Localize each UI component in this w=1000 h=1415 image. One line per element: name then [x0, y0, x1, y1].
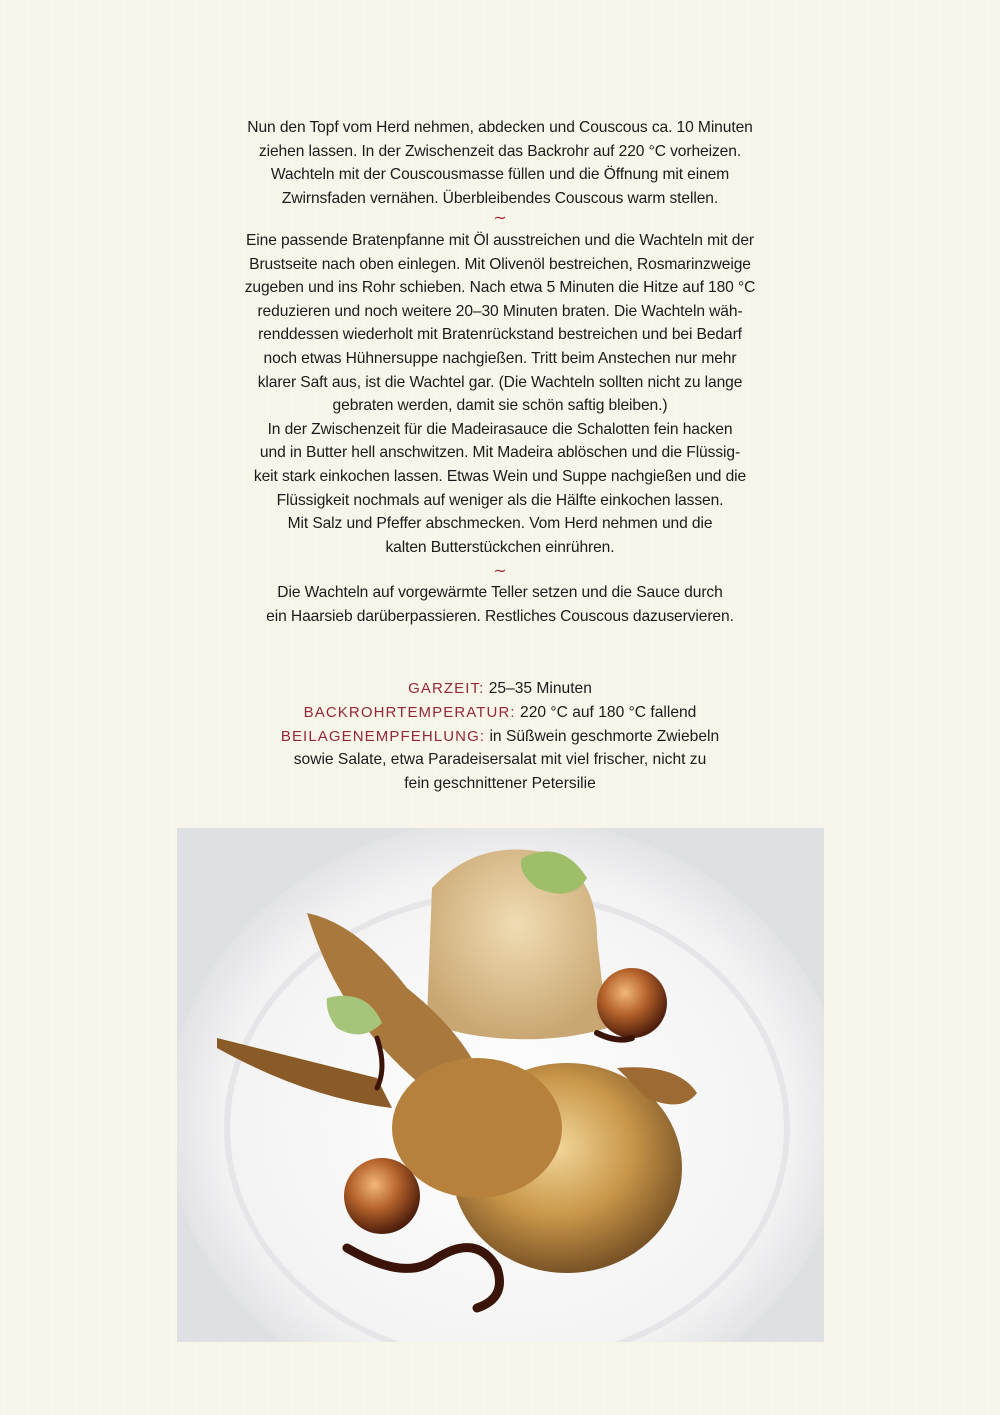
info-temperature — [175, 701, 825, 725]
instructions-paragraph-1 — [175, 116, 825, 210]
text-line: Flüssigkeit nochmals auf weniger als die Hälfte einkochen lassen. — [276, 491, 724, 509]
quail-dish-illustration — [177, 828, 824, 1342]
text-line: In der Zwischenzeit für die Madeirasauce die Schalotten fein hacken — [267, 420, 733, 438]
text-line: renddessen wiederholt mit Bratenrückstand bestreichen und bei Bedarf — [258, 326, 742, 344]
info-garzeit — [175, 677, 825, 701]
tilde-separator: ~ — [493, 561, 507, 580]
text-line: Zwirnsfaden vernähen. Überbleibendes Couscous warm stellen. — [281, 189, 719, 207]
instructions-paragraph-2 — [175, 229, 825, 559]
beilage-value: in Süßwein geschmorte Zwiebeln — [489, 727, 720, 745]
garzeit-label: GARZEIT: — [408, 680, 485, 697]
text-line: und in Butter hell anschwitzen. Mit Madeira ablöschen und die Flüssig- — [259, 444, 741, 462]
text-line: gebraten werden, damit sie schön saftig bleiben.) — [332, 397, 668, 415]
text-line: noch etwas Hühnersuppe nachgießen. Tritt beim Anstechen nur mehr — [263, 349, 737, 367]
text-line: Eine passende Bratenpfanne mit Öl ausstreichen und die Wachteln mit der — [245, 232, 755, 249]
text-line: Nun den Topf vom Herd nehmen, abdecken und Couscous ca. 10 Minuten — [247, 119, 753, 136]
text-line: zugeben und ins Rohr schieben. Nach etwa 5 Minuten die Hitze auf 180 °C — [244, 279, 756, 297]
instructions-paragraph-3 — [175, 581, 825, 628]
text-line: ziehen lassen. In der Zwischenzeit das Backrohr auf 220 °C vorheizen. — [258, 142, 742, 160]
garzeit-value: 25–35 Minuten — [488, 680, 592, 697]
recipe-info — [175, 677, 825, 796]
info-beilage — [175, 725, 825, 749]
text-line: Brustseite nach oben einlegen. Mit Olivenöl bestreichen, Rosmarinzweige — [249, 255, 751, 273]
temperature-value: 220 °C auf 180 °C fallend — [520, 703, 697, 721]
text-line: klarer Saft aus, ist die Wachtel gar. (Die Wachteln sollten nicht zu lange — [257, 373, 743, 391]
text-line: Wachteln mit der Couscousmasse füllen und die Öffnung mit einem — [270, 166, 730, 184]
text-line: Mit Salz und Pfeffer abschmecken. Vom Herd nehmen und die — [287, 515, 713, 533]
beilage-label: BEILAGENEMPFEHLUNG: — [280, 727, 486, 745]
beilage-value-line-2: sowie Salate, etwa Paradeisersalat mit viel frischer, nicht zu — [293, 751, 707, 769]
temperature-label: BACKROHRTEMPERATUR: — [303, 703, 516, 721]
tilde-separator: ~ — [493, 208, 507, 227]
dish-photo — [177, 828, 824, 1342]
text-line: reduzieren und noch weitere 20–30 Minuten braten. Die Wachteln wäh- — [257, 302, 743, 320]
text-line: Die Wachteln auf vorgewärmte Teller setzen und die Sauce durch — [277, 584, 723, 601]
text-line: kalten Butterstückchen einrühren. — [385, 538, 615, 556]
text-line: ein Haarsieb darüberpassieren. Restliches Couscous dazuservieren. — [266, 607, 734, 625]
beilage-value-line-3: fein geschnittener Petersilie — [404, 775, 596, 793]
text-line: keit stark einkochen lassen. Etwas Wein und Suppe nachgießen und die — [253, 467, 747, 485]
